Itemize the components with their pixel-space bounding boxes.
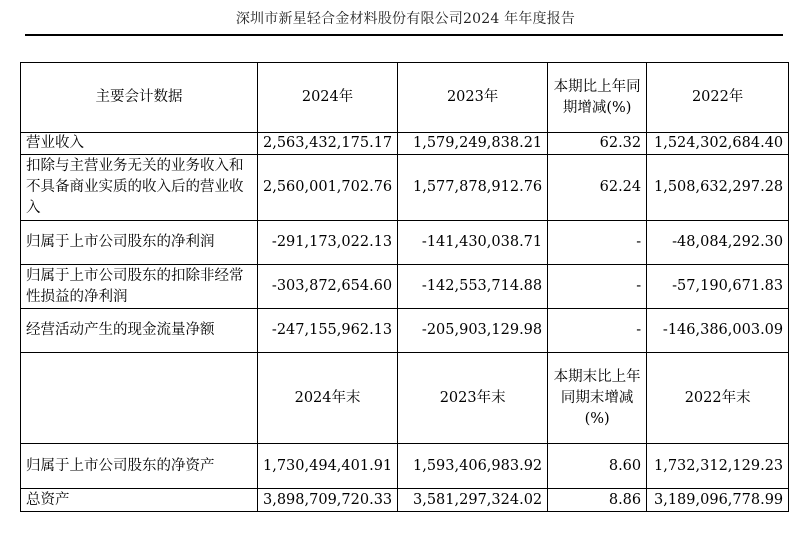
subheader-cell-change: 本期末比上年同期末增减(%) — [548, 353, 647, 444]
value-change: - — [548, 309, 647, 353]
value-change: - — [548, 265, 647, 309]
value-2023: -141,430,038.71 — [398, 221, 548, 265]
value-2022: 1,524,302,684.40 — [647, 133, 789, 155]
value-2022-end: 1,732,312,129.23 — [647, 444, 789, 489]
row-label: 归属于上市公司股东的净利润 — [21, 221, 258, 265]
row-label: 经营活动产生的现金流量净额 — [21, 309, 258, 353]
value-2023: -205,903,129.98 — [398, 309, 548, 353]
value-change: 62.24 — [548, 155, 647, 221]
subheader-cell-2024-end: 2024年末 — [258, 353, 398, 444]
value-change: 62.32 — [548, 133, 647, 155]
value-2022: -48,084,292.30 — [647, 221, 789, 265]
row-label: 归属于上市公司股东的扣除非经常性损益的净利润 — [21, 265, 258, 309]
table-row — [21, 444, 789, 489]
value-2024: -303,872,654.60 — [258, 265, 398, 309]
row-label: 总资产 — [21, 489, 258, 512]
value-2023: 1,579,249,838.21 — [398, 133, 548, 155]
table-row — [21, 133, 789, 155]
value-2024: -247,155,962.13 — [258, 309, 398, 353]
value-2024-end: 3,898,709,720.33 — [258, 489, 398, 512]
table-header-row — [21, 63, 789, 133]
row-label: 归属于上市公司股东的净资产 — [21, 444, 258, 489]
header-cell-item: 主要会计数据 — [21, 63, 258, 133]
table-row — [21, 265, 789, 309]
subheader-cell-2023-end: 2023年末 — [398, 353, 548, 444]
value-2024: -291,173,022.13 — [258, 221, 398, 265]
value-2022: 1,508,632,297.28 — [647, 155, 789, 221]
value-2023: -142,553,714.88 — [398, 265, 548, 309]
header-cell-2023: 2023年 — [398, 63, 548, 133]
value-2024: 2,560,001,702.76 — [258, 155, 398, 221]
key-accounting-data-table — [20, 62, 789, 512]
value-2022-end: 3,189,096,778.99 — [647, 489, 789, 512]
row-label: 营业收入 — [21, 133, 258, 155]
value-2023-end: 1,593,406,983.92 — [398, 444, 548, 489]
header-divider — [25, 34, 783, 36]
value-change: 8.86 — [548, 489, 647, 512]
subheader-cell-2022-end: 2022年末 — [647, 353, 789, 444]
value-2022: -57,190,671.83 — [647, 265, 789, 309]
value-2024-end: 1,730,494,401.91 — [258, 444, 398, 489]
value-2022: -146,386,003.09 — [647, 309, 789, 353]
table-row — [21, 221, 789, 265]
row-label: 扣除与主营业务无关的业务收入和不具备商业实质的收入后的营业收入 — [21, 155, 258, 221]
value-2024: 2,563,432,175.17 — [258, 133, 398, 155]
table-row — [21, 489, 789, 512]
subheader-cell-item — [21, 353, 258, 444]
value-change: - — [548, 221, 647, 265]
value-change: 8.60 — [548, 444, 647, 489]
value-2023: 1,577,878,912.76 — [398, 155, 548, 221]
table-row — [21, 309, 789, 353]
report-header-title: 深圳市新星轻合金材料股份有限公司2024 年年度报告 — [235, 11, 576, 27]
header-cell-2024: 2024年 — [258, 63, 398, 133]
header-cell-change: 本期比上年同期增减(%) — [548, 63, 647, 133]
table-subheader-row — [21, 353, 789, 444]
header-cell-2022: 2022年 — [647, 63, 789, 133]
table-row — [21, 155, 789, 221]
value-2023-end: 3,581,297,324.02 — [398, 489, 548, 512]
